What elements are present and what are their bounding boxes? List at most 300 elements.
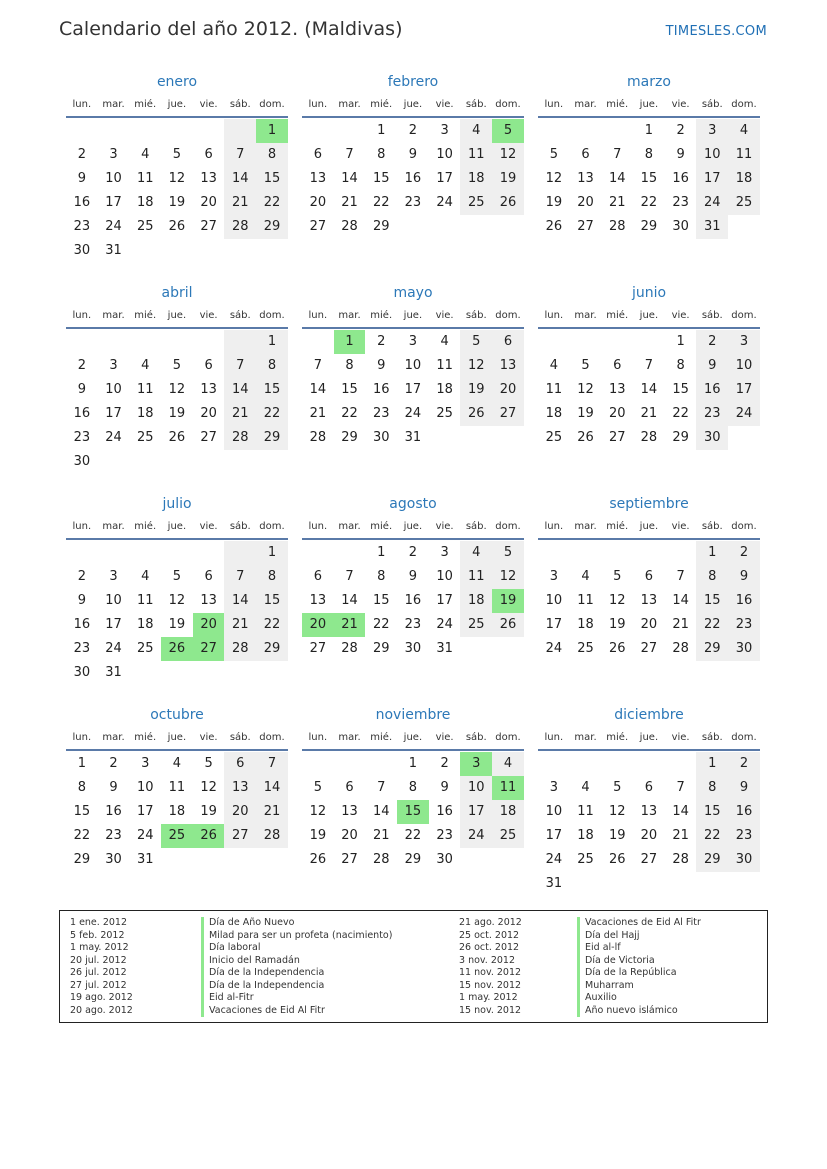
day-cell: 3	[440, 123, 449, 138]
day-cell: 11	[136, 593, 154, 608]
day-cell: 23	[372, 406, 390, 421]
day-cell: 13	[200, 382, 217, 397]
day-cell: 12	[545, 171, 563, 186]
day-cell: 23	[404, 617, 422, 632]
day-cell: 27	[492, 402, 524, 426]
day-cell: 9	[676, 147, 685, 162]
day-cell: 10	[105, 382, 122, 397]
legend-names-right	[577, 917, 701, 1017]
weekday-label: jue.	[403, 731, 423, 743]
weekday-label: vie.	[435, 520, 454, 532]
month-title: noviembre	[375, 707, 451, 723]
legend-date: 19 ago. 2012	[70, 992, 133, 1003]
day-cell: 10	[728, 354, 760, 378]
day-cell: 31	[136, 852, 154, 867]
legend-date: 25 oct. 2012	[459, 929, 520, 941]
empty-cell	[98, 119, 130, 143]
day-cell: 11	[460, 143, 492, 167]
empty-cell	[161, 541, 193, 565]
legend-date: 15 nov. 2012	[459, 1004, 522, 1016]
day-cell: 19	[492, 167, 524, 191]
month-agosto	[302, 494, 524, 661]
empty-cell	[129, 119, 161, 143]
empty-cell	[538, 752, 570, 776]
weekday-label: jue.	[639, 98, 659, 110]
day-grid	[538, 541, 760, 661]
weekday-label: dom.	[731, 520, 757, 532]
weekday-label: dom.	[731, 309, 757, 321]
weekday-header	[538, 92, 760, 118]
day-cell: 17	[545, 828, 563, 843]
legend-holiday-name: Vacaciones de Eid Al Fitr	[577, 917, 701, 930]
day-cell: 28	[608, 219, 626, 234]
day-cell: 18	[577, 828, 594, 843]
day-cell: 15	[696, 800, 728, 824]
weekday-label: vie.	[671, 98, 690, 110]
day-cell: 5	[492, 541, 524, 565]
weekday-label: jue.	[167, 731, 187, 743]
day-cell: 8	[408, 780, 418, 795]
day-cell: 11	[577, 593, 594, 608]
legend-date: 3 nov. 2012	[459, 954, 515, 966]
day-cell: 18	[460, 167, 492, 191]
day-cell: 5	[581, 358, 590, 373]
empty-cell	[334, 541, 366, 565]
day-cell: 17	[545, 617, 563, 632]
day-cell: 7	[676, 780, 685, 795]
day-cell: 27	[341, 852, 358, 867]
day-cell: 21	[309, 406, 327, 421]
day-cell: 15	[256, 378, 288, 402]
empty-cell	[538, 330, 570, 354]
day-cell: 18	[545, 406, 563, 421]
day-cell: 26	[460, 402, 492, 426]
month-mayo	[302, 283, 524, 450]
day-cell: 12	[492, 143, 524, 167]
weekday-header	[302, 725, 524, 751]
day-cell: 17	[436, 593, 453, 608]
legend-date: 11 nov. 2012	[459, 967, 522, 978]
day-cell: 1	[377, 123, 386, 138]
day-cell: 29	[256, 426, 288, 450]
day-cell: 23	[728, 824, 760, 848]
holiday-day: 25	[161, 824, 193, 848]
legend-holiday-name: Año nuevo islámico	[577, 1005, 701, 1018]
day-cell: 12	[168, 593, 186, 608]
day-cell: 5	[613, 780, 622, 795]
day-cell: 1	[256, 541, 288, 565]
weekday-label: sáb.	[229, 98, 251, 110]
holiday-day: 26	[193, 824, 225, 848]
day-cell: 23	[73, 641, 91, 656]
legend-holiday-name: Día laboral	[201, 942, 392, 955]
legend-date: 1 ene. 2012	[70, 917, 127, 928]
day-cell: 16	[73, 406, 91, 421]
weekday-label: mié.	[606, 98, 629, 110]
holiday-day: 11	[492, 776, 524, 800]
weekday-label: lun.	[72, 98, 92, 110]
legend-holiday-name: Día de la Independencia	[201, 980, 392, 993]
day-cell: 24	[545, 852, 563, 867]
legend-holiday-name: Eid al-Fitr	[201, 992, 392, 1005]
day-cell: 6	[581, 147, 590, 162]
legend-date: 1 may. 2012	[459, 992, 518, 1003]
empty-cell	[66, 119, 98, 143]
day-cell: 15	[672, 382, 689, 397]
empty-cell	[601, 119, 633, 143]
day-cell: 7	[345, 147, 354, 162]
day-cell: 21	[341, 195, 358, 210]
day-cell: 10	[105, 171, 122, 186]
day-cell: 13	[309, 171, 327, 186]
day-grid	[66, 541, 288, 685]
empty-cell	[98, 330, 130, 354]
day-cell: 27	[200, 430, 217, 445]
day-cell: 8	[377, 569, 386, 584]
day-cell: 24	[436, 617, 453, 632]
day-cell: 14	[341, 171, 358, 186]
weekday-label: mié.	[134, 309, 157, 321]
day-cell: 21	[672, 828, 689, 843]
day-cell: 18	[460, 589, 492, 613]
day-cell: 5	[172, 569, 182, 584]
day-grid	[302, 752, 524, 872]
day-cell: 8	[377, 147, 386, 162]
day-cell: 20	[200, 195, 217, 210]
day-cell: 3	[408, 334, 418, 349]
month-title: abril	[161, 285, 193, 301]
day-cell: 23	[73, 219, 91, 234]
day-cell: 30	[728, 637, 760, 661]
holiday-day: 27	[193, 637, 225, 661]
month-septiembre	[538, 494, 760, 661]
empty-cell	[633, 541, 665, 565]
brand-link[interactable]: TIMESLES.COM	[665, 24, 767, 39]
day-cell: 2	[408, 123, 418, 138]
month-febrero	[302, 72, 524, 239]
day-cell: 23	[436, 828, 453, 843]
empty-cell	[302, 541, 334, 565]
day-cell: 12	[460, 354, 492, 378]
day-cell: 31	[545, 876, 563, 891]
weekday-label: vie.	[435, 309, 454, 321]
weekday-label: lun.	[72, 309, 92, 321]
day-cell: 25	[460, 613, 492, 637]
legend-date: 15 nov. 2012	[459, 979, 522, 991]
day-cell: 6	[204, 569, 213, 584]
day-cell: 3	[109, 147, 118, 162]
empty-cell	[633, 330, 665, 354]
legend-holiday-name: Día de Victoria	[577, 955, 701, 968]
day-cell: 17	[105, 195, 122, 210]
day-cell: 18	[492, 800, 524, 824]
legend-dates-left	[70, 917, 133, 1017]
day-cell: 15	[372, 593, 390, 608]
day-cell: 21	[256, 800, 288, 824]
day-cell: 10	[696, 143, 728, 167]
empty-cell	[334, 752, 366, 776]
day-cell: 4	[141, 358, 150, 373]
day-cell: 28	[256, 824, 288, 848]
day-cell: 9	[77, 171, 86, 186]
day-cell: 2	[109, 756, 118, 771]
empty-cell	[98, 541, 130, 565]
legend-holiday-name: Día de la Independencia	[201, 967, 392, 980]
day-cell: 9	[77, 382, 86, 397]
day-cell: 11	[436, 358, 453, 373]
weekday-label: jue.	[639, 309, 659, 321]
day-grid	[66, 330, 288, 474]
day-cell: 14	[672, 593, 689, 608]
day-cell: 21	[224, 402, 256, 426]
legend-date: 5 feb. 2012	[70, 929, 125, 941]
day-cell: 26	[168, 219, 186, 234]
day-cell: 15	[256, 167, 288, 191]
day-cell: 1	[696, 541, 728, 565]
day-cell: 20	[640, 828, 658, 843]
day-cell: 19	[168, 617, 186, 632]
day-cell: 24	[404, 406, 422, 421]
day-cell: 22	[672, 406, 689, 421]
day-cell: 29	[372, 219, 390, 234]
legend-date: 27 jul. 2012	[70, 979, 127, 991]
weekday-label: mié.	[134, 520, 157, 532]
weekday-header	[302, 303, 524, 329]
day-cell: 8	[644, 147, 654, 162]
day-cell: 22	[256, 191, 288, 215]
day-cell: 6	[345, 780, 354, 795]
weekday-label: dom.	[495, 98, 521, 110]
month-title: marzo	[627, 74, 671, 90]
weekday-label: mié.	[370, 309, 393, 321]
day-cell: 17	[136, 804, 154, 819]
weekday-label: lun.	[308, 731, 328, 743]
weekday-header	[538, 303, 760, 329]
day-cell: 20	[640, 617, 658, 632]
day-cell: 27	[640, 641, 658, 656]
legend-date: 20 jul. 2012	[70, 954, 127, 966]
day-cell: 1	[644, 123, 654, 138]
weekday-label: mié.	[606, 309, 629, 321]
empty-cell	[601, 330, 633, 354]
day-cell: 14	[608, 171, 626, 186]
weekday-label: mié.	[606, 520, 629, 532]
day-cell: 25	[460, 191, 492, 215]
empty-cell	[334, 119, 366, 143]
day-cell: 4	[141, 147, 150, 162]
legend-holiday-name: Día del Hajj	[577, 930, 701, 943]
day-cell: 19	[200, 804, 217, 819]
holiday-day: 20	[302, 613, 334, 637]
legend-date: 20 ago. 2012	[70, 1004, 133, 1016]
weekday-label: lun.	[72, 520, 92, 532]
day-cell: 9	[728, 565, 760, 589]
day-cell: 16	[73, 195, 91, 210]
day-cell: 16	[728, 800, 760, 824]
weekday-label: sáb.	[465, 98, 487, 110]
day-cell: 16	[404, 171, 422, 186]
empty-cell	[570, 752, 602, 776]
weekday-label: lun.	[544, 731, 564, 743]
day-cell: 2	[440, 756, 449, 771]
day-cell: 11	[136, 171, 154, 186]
day-cell: 29	[672, 430, 689, 445]
weekday-label: mar.	[338, 731, 361, 743]
legend-holiday-name: Eid al-lf	[577, 942, 701, 955]
empty-cell	[570, 541, 602, 565]
day-cell: 28	[672, 852, 689, 867]
legend-dates-right	[459, 917, 522, 1017]
day-cell: 4	[141, 569, 150, 584]
weekday-header	[66, 303, 288, 329]
day-cell: 27	[224, 824, 256, 848]
day-cell: 8	[696, 776, 728, 800]
day-cell: 8	[345, 358, 354, 373]
weekday-label: vie.	[199, 731, 218, 743]
day-cell: 9	[109, 780, 118, 795]
weekday-label: mar.	[574, 520, 597, 532]
legend-holiday-name: Inicio del Ramadán	[201, 955, 392, 968]
day-cell: 5	[172, 147, 182, 162]
day-cell: 16	[372, 382, 390, 397]
day-cell: 8	[256, 565, 288, 589]
day-cell: 12	[168, 171, 186, 186]
day-cell: 18	[136, 195, 154, 210]
day-cell: 6	[224, 752, 256, 776]
day-grid	[302, 541, 524, 661]
day-cell: 14	[309, 382, 327, 397]
day-cell: 27	[309, 219, 327, 234]
month-title: septiembre	[609, 496, 689, 512]
day-cell: 23	[105, 828, 122, 843]
day-cell: 1	[77, 756, 86, 771]
day-cell: 29	[696, 848, 728, 872]
weekday-header	[302, 92, 524, 118]
legend-holiday-name: Milad para ser un profeta (nacimiento)	[201, 930, 392, 943]
day-cell: 12	[492, 565, 524, 589]
empty-cell	[66, 330, 98, 354]
day-cell: 5	[172, 358, 182, 373]
weekday-label: dom.	[259, 98, 285, 110]
day-cell: 15	[640, 171, 658, 186]
day-cell: 17	[105, 406, 122, 421]
day-cell: 31	[696, 215, 728, 239]
day-cell: 3	[549, 569, 558, 584]
empty-cell	[193, 119, 225, 143]
weekday-label: vie.	[671, 731, 690, 743]
day-cell: 23	[404, 195, 422, 210]
day-cell: 18	[728, 167, 760, 191]
day-cell: 26	[168, 430, 186, 445]
weekday-header	[538, 725, 760, 751]
month-title: junio	[631, 285, 667, 301]
empty-cell	[665, 752, 697, 776]
day-cell: 14	[672, 804, 689, 819]
day-cell: 20	[492, 378, 524, 402]
day-cell: 8	[676, 358, 685, 373]
day-cell: 22	[696, 824, 728, 848]
day-cell: 30	[105, 852, 122, 867]
day-cell: 31	[436, 641, 453, 656]
day-cell: 21	[224, 613, 256, 637]
day-cell: 5	[613, 569, 622, 584]
month-noviembre	[302, 705, 524, 872]
day-cell: 16	[105, 804, 122, 819]
legend-holiday-name: Día de Año Nuevo	[201, 917, 392, 930]
holiday-legend	[59, 910, 768, 1023]
empty-cell	[302, 119, 334, 143]
day-cell: 17	[696, 167, 728, 191]
day-cell: 13	[640, 593, 658, 608]
holiday-day: 1	[256, 119, 288, 143]
day-cell: 7	[644, 358, 654, 373]
day-cell: 23	[728, 613, 760, 637]
empty-cell	[601, 752, 633, 776]
day-cell: 9	[696, 354, 728, 378]
day-cell: 4	[172, 756, 182, 771]
empty-cell	[224, 541, 256, 565]
day-cell: 2	[728, 752, 760, 776]
day-cell: 8	[77, 780, 86, 795]
day-cell: 9	[440, 780, 449, 795]
weekday-label: mar.	[102, 98, 125, 110]
day-cell: 4	[581, 780, 590, 795]
day-grid	[66, 752, 288, 872]
day-cell: 26	[577, 430, 594, 445]
day-cell: 17	[105, 617, 122, 632]
weekday-label: dom.	[495, 731, 521, 743]
day-cell: 10	[105, 593, 122, 608]
day-cell: 13	[492, 354, 524, 378]
day-cell: 25	[492, 824, 524, 848]
day-cell: 24	[105, 641, 122, 656]
weekday-label: sáb.	[465, 309, 487, 321]
day-cell: 26	[608, 641, 626, 656]
empty-cell	[129, 541, 161, 565]
weekday-header	[538, 514, 760, 540]
day-cell: 7	[256, 752, 288, 776]
weekday-label: dom.	[259, 309, 285, 321]
day-cell: 22	[256, 613, 288, 637]
day-cell: 11	[460, 565, 492, 589]
weekday-label: mié.	[370, 98, 393, 110]
day-cell: 3	[109, 358, 118, 373]
day-cell: 29	[341, 430, 358, 445]
weekday-label: lun.	[544, 98, 564, 110]
day-cell: 14	[640, 382, 658, 397]
day-cell: 4	[581, 569, 590, 584]
weekday-header	[302, 514, 524, 540]
day-cell: 25	[577, 641, 594, 656]
day-cell: 30	[73, 665, 91, 680]
weekday-label: jue.	[639, 520, 659, 532]
day-cell: 10	[436, 147, 453, 162]
day-cell: 6	[204, 147, 213, 162]
weekday-header	[66, 514, 288, 540]
empty-cell	[601, 541, 633, 565]
day-cell: 21	[640, 406, 658, 421]
day-cell: 10	[136, 780, 154, 795]
weekday-label: mié.	[370, 731, 393, 743]
holiday-day: 3	[460, 752, 492, 776]
day-cell: 8	[256, 354, 288, 378]
day-cell: 6	[644, 780, 654, 795]
day-cell: 21	[672, 617, 689, 632]
day-cell: 8	[256, 143, 288, 167]
day-cell: 17	[404, 382, 422, 397]
day-cell: 28	[309, 430, 327, 445]
day-cell: 6	[204, 358, 213, 373]
